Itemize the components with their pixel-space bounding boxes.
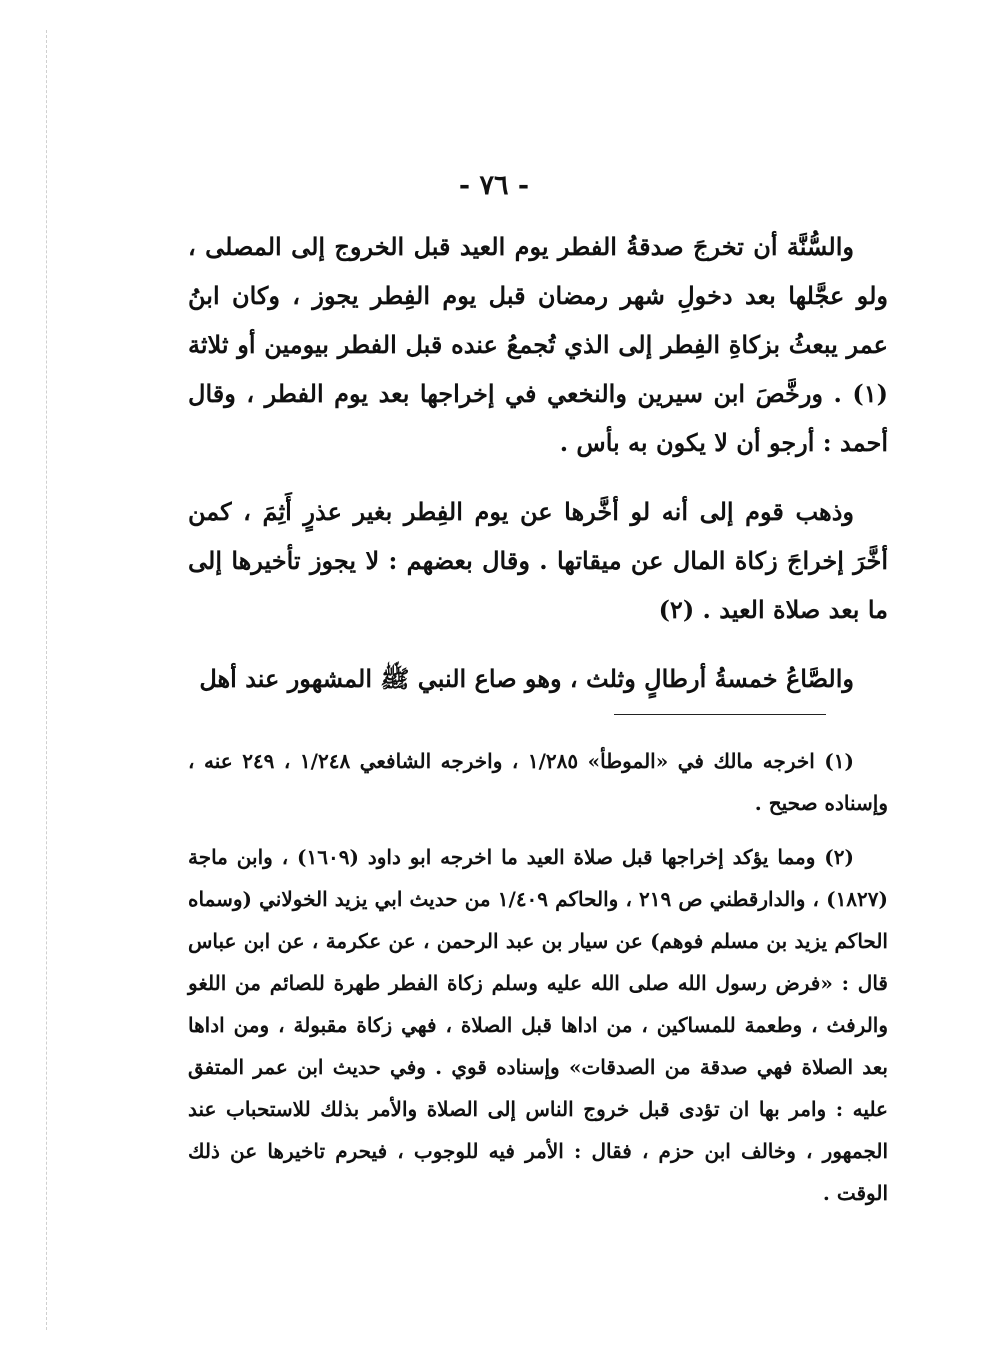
footnote-2: (٢) ومما يؤكد إخراجها قبل صلاة العيد ما اخرجه ابو داود (١٦٠٩) ، وابن ماجة (١٨٢٧) ، والدارقطني ص ٢١٩ ، والحاكم ١/٤٠٩ من حديث ابي يزيد الخولاني (وسماه الحاكم يزيد بن مسلم فوهم) عن سيار بن عبد الرحمن ، عن عكرمة ، عن ابن عباس قال : «فرض رسول الله صلى الله عليه وسلم زكاة الفطر طهرة للصائم من اللغو والرفث ، وطعمة للمساكين ، من اداها قبل الصلاة ، فهي زكاة مقبولة ، ومن اداها بعد الصلاة فهي صدقة من الصدقات» وإسناده قوي . وفي حديث ابن عمر المتفق عليه : وامر بها ان تؤدى قبل خروج الناس إلى الصلاة والأمر بذلك للاستحباب عند الجمهور ، وخالف ابن حزم ، فقال : الأمر فيه للوجوب ، فيحرم تاخيرها عن ذلك الوقت . xyxy=(188,845,888,1205)
paragraph-2: وذهب قوم إلى أنه لو أخَّرها عن يوم الفِطر بغير عذرٍ أَثِمَ ، كمن أخَّرَ إخراجَ زكاة المال عن ميقاتها . وقال بعضهم : لا يجوز تأخيرها إلى ما بعد صلاة العيد . (٢) xyxy=(188,497,888,624)
paragraph-3: والصَّاعُ خمسةُ أرطالٍ وثلث ، وهو صاع النبي ﷺ المشهور عند أهل xyxy=(199,664,854,693)
footnotes xyxy=(188,740,888,1214)
page-number: - ٧٦ - xyxy=(458,170,530,201)
footnote-1: (١) اخرجه مالك في «الموطأ» ١/٢٨٥ ، واخرجه الشافعي ١/٢٤٨ ، ٢٤٩ عنه ، وإسناده صحيح . xyxy=(188,749,888,815)
footnote-separator xyxy=(614,714,826,715)
scan-edge-line xyxy=(46,30,47,1330)
paragraph-1: والسُّنَّة أن تخرجَ صدقةُ الفطر يوم العيد قبل الخروج إلى المصلى ، ولو عجَّلها بعد دخولِ شهر رمضان قبل يوم الفِطر يجوز ، وكان ابنُ عمر يبعثُ بزكاةِ الفِطر إلى الذي تُجمعُ عنده قبل الفطر بيومين أو ثلاثة (١) . ورخَّصَ ابن سيرين والنخعي في إخراجها بعد يوم الفطر ، وقال أحمد : أرجو أن لا يكون به بأس . xyxy=(188,232,888,457)
main-text xyxy=(188,222,888,703)
